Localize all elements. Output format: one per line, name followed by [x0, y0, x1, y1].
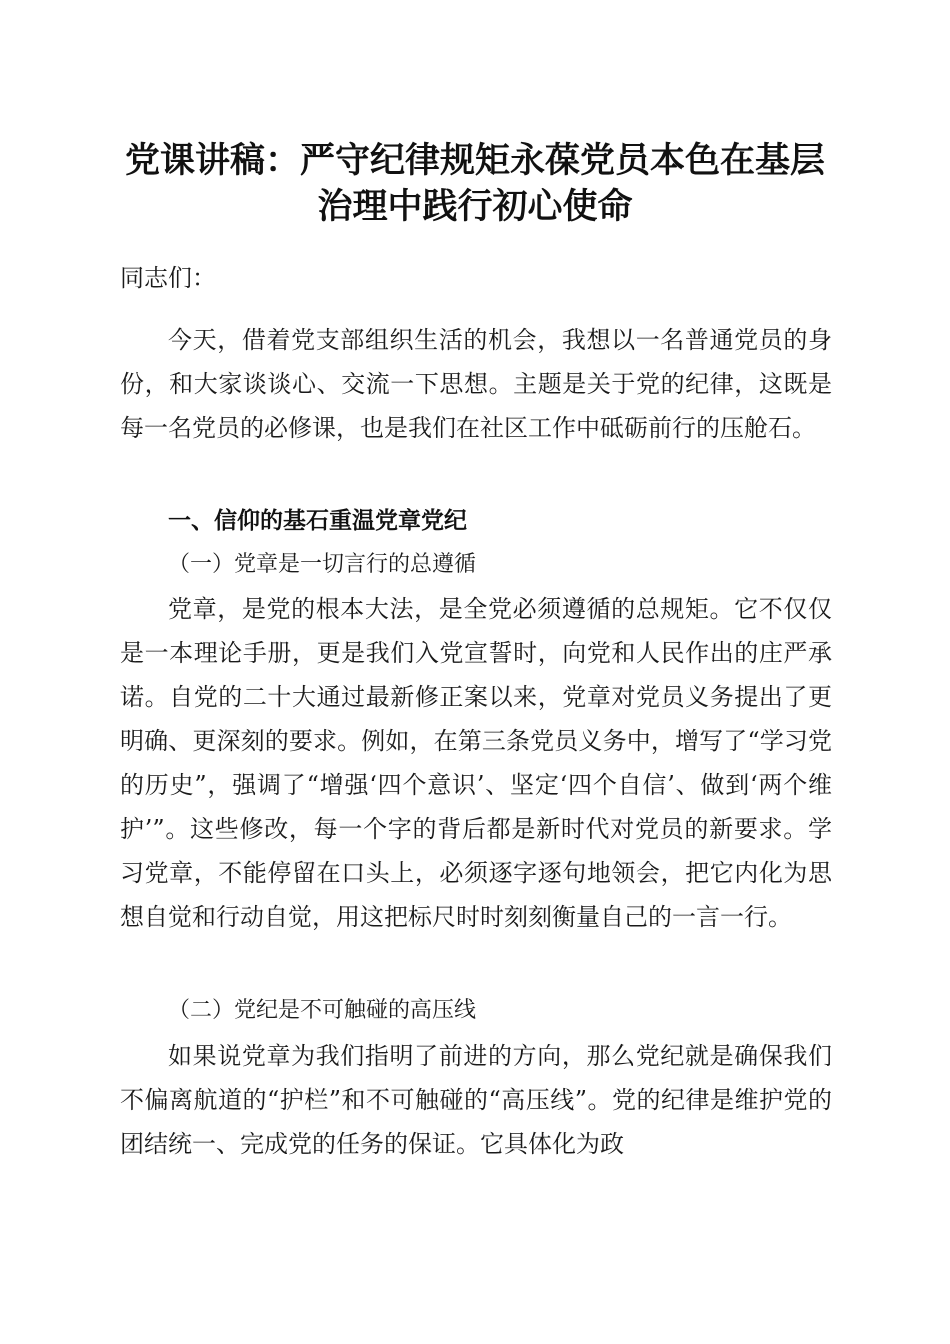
salutation: 同志们： — [120, 264, 216, 292]
paragraph-intro: 今天，借着党支部组织生活的机会，我想以一名普通党员的身份，和大家谈谈心、交流一下思想。主题是关于党的纪律，这既是每一名党员的必修课，也是我们在社区工作中砥砺前行的压舱石。 — [120, 326, 832, 442]
document-title-line-1: 党课讲稿：严守纪律规矩永葆党员本色在基层 — [124, 140, 825, 181]
paragraph-party-discipline: 如果说党章为我们指明了前进的方向，那么党纪就是确保我们不偏离航道的“护栏”和不可触碰的“高压线”。党的纪律是维护党的团结统一、完成党的任务的保证。它具体化为政 — [120, 1042, 832, 1158]
subsection-heading-2: （二）党纪是不可触碰的高压线 — [168, 998, 477, 1023]
section-heading-1: 一、信仰的基石重温党章党纪 — [168, 508, 467, 534]
paragraph-party-constitution: 党章，是党的根本大法，是全党必须遵循的总规矩。它不仅仅是一本理论手册，更是我们入党宣誓时，向党和人民作出的庄严承诺。自党的二十大通过最新修正案以来，党章对党员义务提出了更明确、更深刻的要求。例如，在第三条党员义务中，增写了“学习党的历史”，强调了“增强‘四个意识’、坚定‘四个自信’、做到‘两个维护’”。这些修改，每一个字的背后都是新时代对党员的新要求。学习党章，不能停留在口头上，必须逐字逐句地领会，把它内化为思想自觉和行动自觉，用这把标尺时时刻刻衡量自己的一言一行。 — [120, 595, 832, 931]
subsection-heading-1: （一）党章是一切言行的总遵循 — [168, 552, 477, 577]
document-title-line-2: 治理中践行初心使命 — [317, 186, 633, 227]
